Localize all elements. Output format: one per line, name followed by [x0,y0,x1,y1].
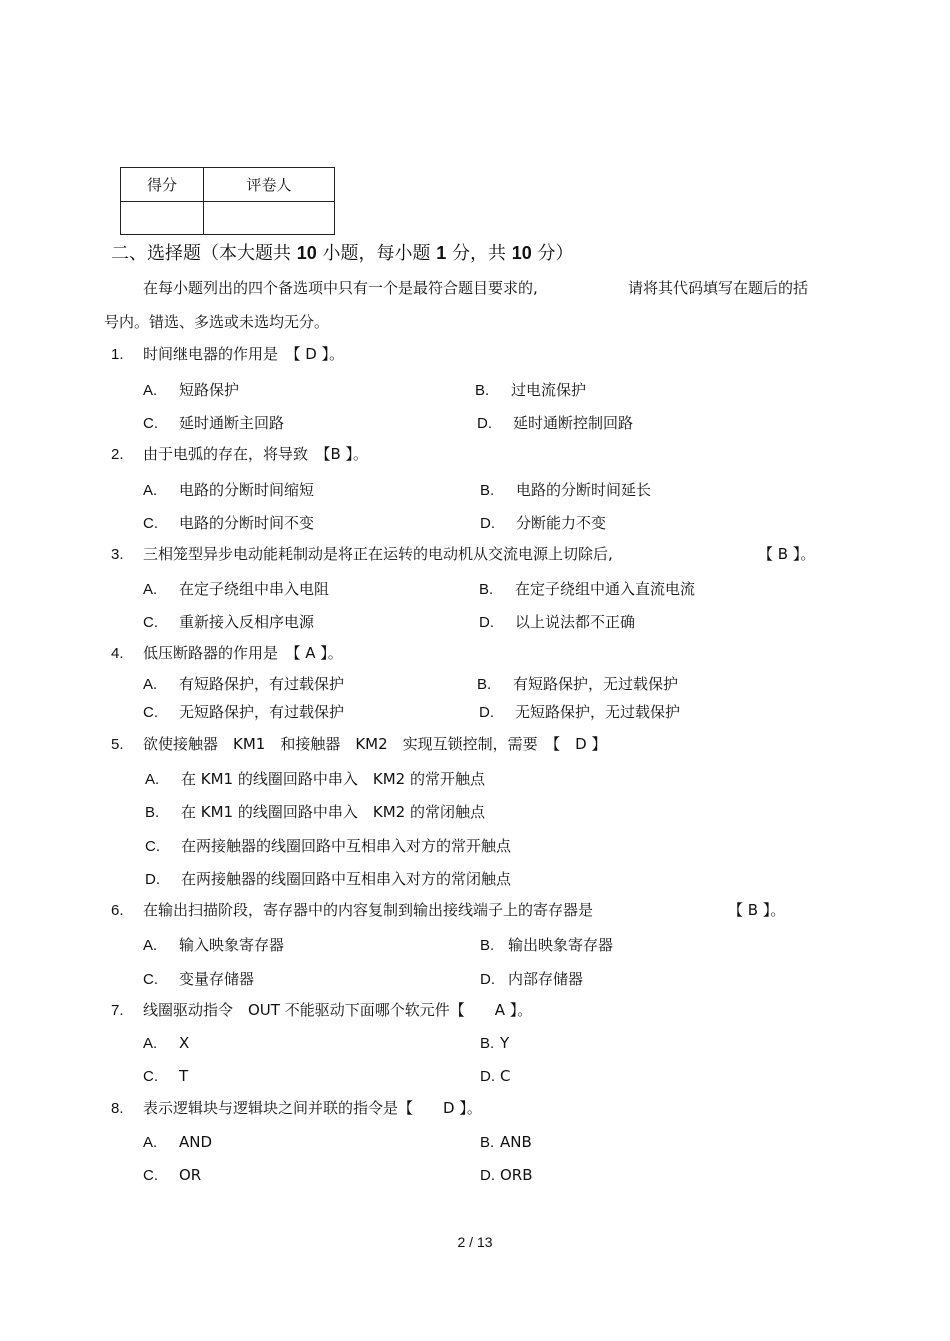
question-8-option-d: D. ORB [480,1166,533,1184]
question-1-option-b: B. 过电流保护 [475,381,587,399]
instructions-line2: 号内。错选、多选或未选均无分。 [104,313,330,331]
question-4-option-a: A. 有短路保护，有过载保护 [143,675,345,693]
section-heading: 二、选择题（本大题共 10 小题，每小题 1 分，共 10 分） [111,243,574,264]
question-6-option-d: D. 内部存储器 [480,970,584,988]
question-1-option-d: D. 延时通断控制回路 [477,414,634,432]
question-2-option-b: B. 电路的分断时间延长 [480,481,652,499]
question-5-option-c: C. 在两接触器的线圈回路中互相串入对方的常开触点 [145,837,512,855]
question-4-option-b: B. 有短路保护，无过载保护 [477,675,679,693]
question-2-option-d: D. 分断能力不变 [480,514,607,532]
question-3-option-c: C. 重新接入反相序电源 [143,613,315,631]
question-4-option-d: D. 无短路保护，无过载保护 [479,703,681,721]
score-header: 得分 [121,168,204,202]
question-3-option-b: B. 在定子绕组中通入直流电流 [479,580,696,598]
question-6-option-c: C. 变量存储器 [143,970,255,988]
question-5: 5. 欲使接触器 KM1 和接触器 KM2 实现互锁控制，需要 【 D 】 [111,735,607,753]
question-4-option-c: C. 无短路保护，有过载保护 [143,703,345,721]
question-7-option-c: C. T [143,1067,189,1085]
grader-header: 评卷人 [204,168,335,202]
question-3-option-a: A. 在定子绕组中串入电阻 [143,580,330,598]
question-3-option-d: D. 以上说法都不正确 [479,613,636,631]
question-4: 4. 低压断路器的作用是 【 A 】。 [111,644,343,662]
question-6-option-b: B. 输出映象寄存器 [480,936,614,954]
question-3: 3. 三相笼型异步电动能耗制动是将正在运转的电动机从交流电源上切除后, [111,545,613,563]
question-5-option-d: D. 在两接触器的线圈回路中互相串入对方的常闭触点 [145,870,512,888]
instructions-line1a: 在每小题列出的四个备选项中只有一个是最符合题目要求的, [143,279,538,297]
score-table [120,167,335,235]
question-1: 1. 时间继电器的作用是 【 D 】。 [111,345,345,363]
question-1-option-c: C. 延时通断主回路 [143,414,285,432]
question-8-option-a: A. AND [143,1133,213,1151]
question-5-option-a: A. 在 KM1 的线圈回路中串入 KM2 的常开触点 [145,770,485,788]
question-7-option-a: A. X [143,1034,190,1052]
question-7-option-d: D. C [480,1067,511,1085]
instructions-line1b: 请将其代码填写在题后的括 [628,279,809,297]
question-1-option-a: A. 短路保护 [143,381,240,399]
question-2-option-a: A. 电路的分断时间缩短 [143,481,315,499]
question-3-answer: 【 B 】。 [758,545,816,563]
question-6-answer: 【 B 】。 [728,901,786,919]
question-8-option-b: B. ANB [480,1133,532,1151]
question-7: 7. 线圈驱动指令 OUT 不能驱动下面哪个软元件【 A 】。 [111,1001,533,1019]
question-6-option-a: A. 输入映象寄存器 [143,936,285,954]
question-5-option-b: B. 在 KM1 的线圈回路中串入 KM2 的常闭触点 [145,803,485,821]
question-2-option-c: C. 电路的分断时间不变 [143,514,315,532]
page-number: 2 / 13 [457,1234,493,1250]
score-cell[interactable] [121,202,204,235]
question-8: 8. 表示逻辑块与逻辑块之间并联的指令是【 D 】。 [111,1099,482,1117]
question-2: 2. 由于电弧的存在，将导致 【B 】。 [111,445,369,463]
question-8-option-c: C. OR [143,1166,202,1184]
question-7-option-b: B. Y [480,1034,510,1052]
grader-cell[interactable] [204,202,335,235]
question-6: 6. 在输出扫描阶段，寄存器中的内容复制到输出接线端子上的寄存器是 [111,901,594,919]
